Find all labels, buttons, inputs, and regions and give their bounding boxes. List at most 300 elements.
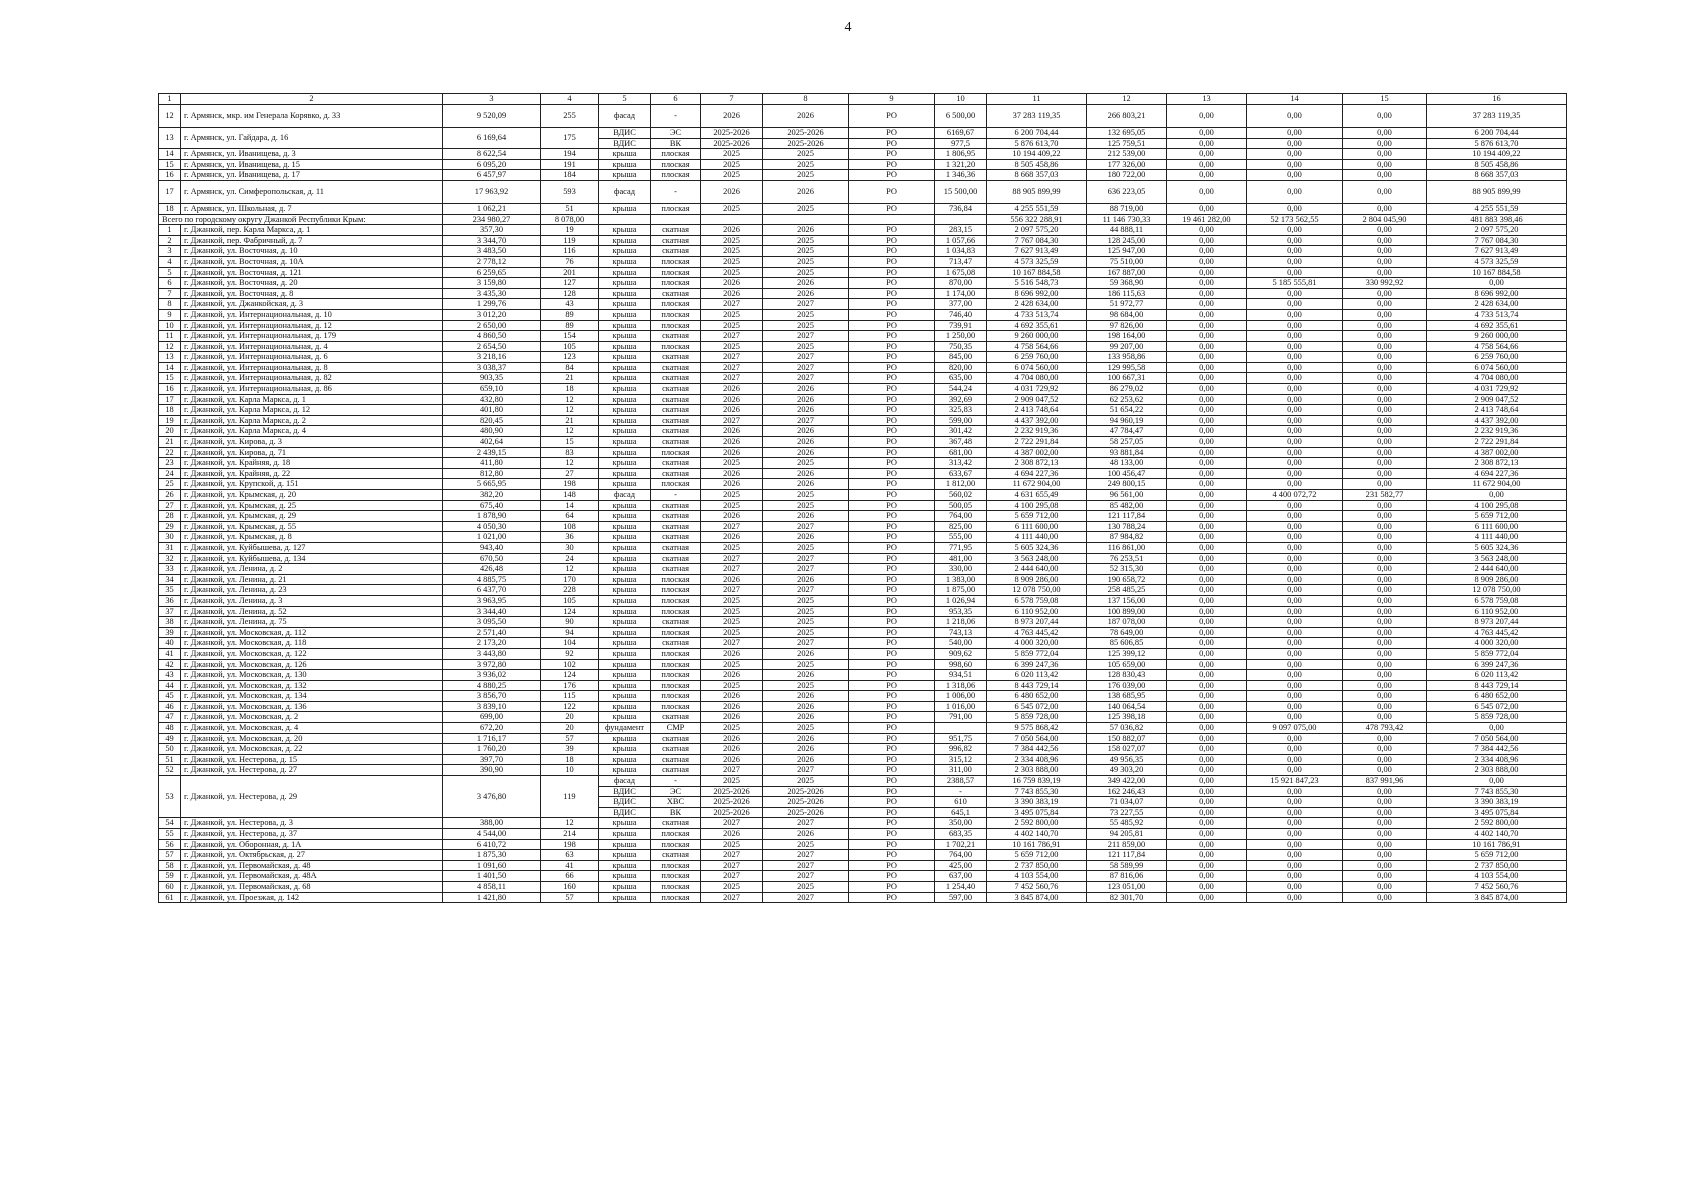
cell-address: г. Армянск, ул. Иванищева, д. 3 <box>181 149 443 160</box>
cell-operator: РО <box>849 267 935 278</box>
cell-year-start: 2027 <box>701 860 763 871</box>
cell-volume: 350,00 <box>935 818 987 829</box>
cell-row-number: 2 <box>159 235 181 246</box>
cell-cost-total: 5 859 772,04 <box>987 648 1087 659</box>
cell-cost-col12: 116 861,00 <box>1087 542 1167 553</box>
cell-area: 4 050,30 <box>443 521 541 532</box>
header-cell: 8 <box>763 94 849 105</box>
cell-cost-col15: 0,00 <box>1343 564 1427 575</box>
cell-subtype: ЭС <box>651 786 701 797</box>
cell-cost-col16: 6 111 600,00 <box>1427 521 1567 532</box>
cell-cost-col12: 129 995,58 <box>1087 362 1167 373</box>
cell-residents: 170 <box>541 574 599 585</box>
cell-cost-col14: 0,00 <box>1247 553 1343 564</box>
cell-cost-col15: 0,00 <box>1343 659 1427 670</box>
table-row <box>159 437 1567 448</box>
cell-operator: РО <box>849 521 935 532</box>
table-row <box>159 246 1567 257</box>
cell-row-number: 16 <box>159 384 181 395</box>
cell-cost-col14: 0,00 <box>1247 564 1343 575</box>
cell-cost-col13: 0,00 <box>1167 532 1247 543</box>
cell-row-number: 13 <box>159 128 181 149</box>
cell-residents: 10 <box>541 765 599 776</box>
cell-cost-col16: 5 859 772,04 <box>1427 648 1567 659</box>
table-row <box>159 426 1567 437</box>
cell-address: г. Джанкой, ул. Московская, д. 132 <box>181 680 443 691</box>
cell-cost-col14: 0,00 <box>1247 437 1343 448</box>
cell-operator: РО <box>849 500 935 511</box>
cell-subtype: плоская <box>651 447 701 458</box>
cell-address: г. Джанкой, ул. Крымская, д. 25 <box>181 500 443 511</box>
cell-row-number: 44 <box>159 680 181 691</box>
cell-cost-total: 4 692 355,61 <box>987 320 1087 331</box>
cell-cost-total: 2 737 850,00 <box>987 860 1087 871</box>
cell-volume: 633,67 <box>935 468 987 479</box>
cell-year-start: 2027 <box>701 850 763 861</box>
cell-row-number: 55 <box>159 829 181 840</box>
table-row <box>159 723 1567 734</box>
cell-element: крыша <box>599 170 651 181</box>
cell-element: крыша <box>599 829 651 840</box>
cell-cost-col15: 0,00 <box>1343 532 1427 543</box>
cell-year-end: 2026 <box>763 447 849 458</box>
table-row <box>159 288 1567 299</box>
cell-row-number: 56 <box>159 839 181 850</box>
cell-cost-col13: 0,00 <box>1167 362 1247 373</box>
cell-year-end: 2026 <box>763 479 849 490</box>
cell-operator: РО <box>849 564 935 575</box>
cell-element: крыша <box>599 850 651 861</box>
cell-cost-col12: 349 422,00 <box>1087 776 1167 787</box>
cell-year-start: 2025 <box>701 267 763 278</box>
cell-year-end: 2027 <box>763 564 849 575</box>
cell-area: 357,30 <box>443 225 541 236</box>
cell-cost-col13: 0,00 <box>1167 765 1247 776</box>
cell-element: крыша <box>599 733 651 744</box>
cell-address: г. Джанкой, ул. Московская, д. 112 <box>181 627 443 638</box>
cell-cost-col12: 140 064,54 <box>1087 701 1167 712</box>
cell-cost-total: 2 909 047,52 <box>987 394 1087 405</box>
cell-operator: РО <box>849 479 935 490</box>
table-row <box>159 776 1567 787</box>
cell-volume: 1 318,06 <box>935 680 987 691</box>
table-row <box>159 468 1567 479</box>
cell-year-end: 2025 <box>763 267 849 278</box>
cell-cost-col12: 133 958,86 <box>1087 352 1167 363</box>
cell-row-number: 20 <box>159 426 181 437</box>
cell-residents: 160 <box>541 881 599 892</box>
cell-cost-col16: 4 437 392,00 <box>1427 415 1567 426</box>
cell-year-start: 2026 <box>701 691 763 702</box>
cell-cost-col15: 0,00 <box>1343 574 1427 585</box>
cell-year-start: 2027 <box>701 299 763 310</box>
cell-area: 3 963,95 <box>443 595 541 606</box>
table-row <box>159 405 1567 416</box>
cell-cost-total: 11 672 904,00 <box>987 479 1087 490</box>
cell-row-number: 49 <box>159 733 181 744</box>
cell-cost-col16: 5 876 613,70 <box>1427 138 1567 149</box>
cell-year-end: 2025 <box>763 458 849 469</box>
cell-volume: 1 218,06 <box>935 617 987 628</box>
cell-residents: 119 <box>541 776 599 818</box>
cell-cost-col15: 0,00 <box>1343 701 1427 712</box>
cell-volume: 746,40 <box>935 309 987 320</box>
cell-year-end: 2025 <box>763 149 849 160</box>
cell-cost-col14: 0,00 <box>1247 807 1343 818</box>
cell-cost-col14: 0,00 <box>1247 871 1343 882</box>
cell-area: 4 544,00 <box>443 829 541 840</box>
cell-cost-col15: 0,00 <box>1343 246 1427 257</box>
cell-volume: 845,00 <box>935 352 987 363</box>
cell-year-start: 2025 <box>701 680 763 691</box>
cell-area: 480,90 <box>443 426 541 437</box>
cell-cost-col14: 0,00 <box>1247 595 1343 606</box>
cell-cost-col16: 8 973 207,44 <box>1427 617 1567 628</box>
cell-element: крыша <box>599 585 651 596</box>
cell-cost-col12: 93 881,84 <box>1087 447 1167 458</box>
table-row <box>159 384 1567 395</box>
cell-volume: 392,69 <box>935 394 987 405</box>
table-row <box>159 479 1567 490</box>
cell-element: крыша <box>599 670 651 681</box>
cell-cost-total: 2 303 888,00 <box>987 765 1087 776</box>
cell-cost-col14: 0,00 <box>1247 712 1343 723</box>
cell-operator: РО <box>849 839 935 850</box>
total-cell: 8 078,00 <box>541 214 599 225</box>
cell-cost-col15: 0,00 <box>1343 606 1427 617</box>
cell-cost-col15: 0,00 <box>1343 638 1427 649</box>
cell-operator: РО <box>849 341 935 352</box>
cell-address: г. Джанкой, ул. Карла Маркса, д. 12 <box>181 405 443 416</box>
cell-area: 3 839,10 <box>443 701 541 712</box>
cell-row-number: 41 <box>159 648 181 659</box>
cell-residents: 39 <box>541 744 599 755</box>
cell-area: 6 437,70 <box>443 585 541 596</box>
cell-cost-col13: 0,00 <box>1167 754 1247 765</box>
cell-cost-col14: 5 185 555,81 <box>1247 278 1343 289</box>
cell-subtype: скатная <box>651 246 701 257</box>
cell-element: крыша <box>599 542 651 553</box>
cell-address: г. Джанкой, ул. Крымская, д. 29 <box>181 511 443 522</box>
cell-row-number: 57 <box>159 850 181 861</box>
cell-cost-total: 4 255 551,59 <box>987 203 1087 214</box>
cell-cost-col16: 4 733 513,74 <box>1427 309 1567 320</box>
cell-address: г. Джанкой, ул. Куйбышева, д. 127 <box>181 542 443 553</box>
cell-row-number: 17 <box>159 180 181 203</box>
cell-cost-col16: 2 737 850,00 <box>1427 860 1567 871</box>
cell-subtype: скатная <box>651 617 701 628</box>
cell-subtype: скатная <box>651 818 701 829</box>
cell-year-start: 2026 <box>701 225 763 236</box>
cell-area: 659,10 <box>443 384 541 395</box>
cell-address: г. Джанкой, ул. Нестерова, д. 27 <box>181 765 443 776</box>
cell-subtype: ВК <box>651 138 701 149</box>
cell-operator: РО <box>849 256 935 267</box>
cell-cost-col15: 330 992,92 <box>1343 278 1427 289</box>
cell-row-number: 34 <box>159 574 181 585</box>
cell-address: г. Джанкой, ул. Московская, д. 4 <box>181 723 443 734</box>
cell-cost-total: 2 308 872,13 <box>987 458 1087 469</box>
cell-cost-col14: 9 097 075,00 <box>1247 723 1343 734</box>
cell-year-start: 2026 <box>701 288 763 299</box>
cell-address: г. Джанкой, ул. Ленина, д. 52 <box>181 606 443 617</box>
cell-cost-col15: 0,00 <box>1343 447 1427 458</box>
cell-address: г. Джанкой, ул. Интернациональная, д. 8 <box>181 362 443 373</box>
table-row <box>159 341 1567 352</box>
cell-address: г. Армянск, ул. Школьная, д. 7 <box>181 203 443 214</box>
cell-year-end: 2025-2026 <box>763 128 849 139</box>
table-row <box>159 521 1567 532</box>
cell-year-start: 2025 <box>701 149 763 160</box>
cell-address: г. Джанкой, ул. Кирова, д. 3 <box>181 437 443 448</box>
cell-address: г. Джанкой, ул. Восточная, д. 20 <box>181 278 443 289</box>
cell-year-end: 2026 <box>763 574 849 585</box>
cell-year-start: 2025 <box>701 617 763 628</box>
cell-residents: 90 <box>541 617 599 628</box>
cell-address: г. Джанкой, ул. Интернациональная, д. 12 <box>181 320 443 331</box>
cell-cost-total: 8 668 357,03 <box>987 170 1087 181</box>
cell-element: крыша <box>599 680 651 691</box>
cell-operator: РО <box>849 850 935 861</box>
cell-address: г. Джанкой, ул. Московская, д. 136 <box>181 701 443 712</box>
cell-cost-col14: 0,00 <box>1247 754 1343 765</box>
cell-cost-col12: 86 279,02 <box>1087 384 1167 395</box>
cell-cost-col16: 8 443 729,14 <box>1427 680 1567 691</box>
cell-row-number: 10 <box>159 320 181 331</box>
cell-area: 1 760,20 <box>443 744 541 755</box>
table-row <box>159 617 1567 628</box>
cell-year-start: 2026 <box>701 829 763 840</box>
cell-cost-col15: 0,00 <box>1343 617 1427 628</box>
cell-area: 1 091,60 <box>443 860 541 871</box>
cell-cost-col12: 87 984,82 <box>1087 532 1167 543</box>
cell-row-number: 7 <box>159 288 181 299</box>
cell-volume: 739,91 <box>935 320 987 331</box>
cell-year-end: 2027 <box>763 892 849 903</box>
cell-cost-col15: 0,00 <box>1343 733 1427 744</box>
cell-subtype: плоская <box>651 829 701 840</box>
cell-area: 1 421,80 <box>443 892 541 903</box>
cell-cost-col14: 0,00 <box>1247 447 1343 458</box>
cell-volume: 1 675,08 <box>935 267 987 278</box>
header-cell: 7 <box>701 94 763 105</box>
cell-year-start: 2026 <box>701 670 763 681</box>
table-row <box>159 128 1567 139</box>
cell-cost-col16: 3 390 383,19 <box>1427 797 1567 808</box>
cell-area: 8 622,54 <box>443 149 541 160</box>
cell-cost-col12: 212 539,00 <box>1087 149 1167 160</box>
cell-element: крыша <box>599 149 651 160</box>
cell-cost-col15: 0,00 <box>1343 511 1427 522</box>
cell-address: г. Джанкой, ул. Восточная, д. 10 <box>181 246 443 257</box>
cell-year-end: 2026 <box>763 754 849 765</box>
cell-cost-col12: 211 859,00 <box>1087 839 1167 850</box>
cell-cost-col13: 0,00 <box>1167 203 1247 214</box>
cell-operator: РО <box>849 659 935 670</box>
cell-residents: 41 <box>541 860 599 871</box>
cell-row-number: 45 <box>159 691 181 702</box>
cell-area: 6 095,20 <box>443 159 541 170</box>
cell-year-end: 2025 <box>763 723 849 734</box>
cell-volume: 311,00 <box>935 765 987 776</box>
table-row <box>159 553 1567 564</box>
cell-cost-col14: 0,00 <box>1247 829 1343 840</box>
cell-cost-col16: 6 074 560,00 <box>1427 362 1567 373</box>
cell-operator: РО <box>849 595 935 606</box>
cell-volume: 1 346,36 <box>935 170 987 181</box>
cell-cost-total: 8 443 729,14 <box>987 680 1087 691</box>
cell-cost-col16: 3 563 248,00 <box>1427 553 1567 564</box>
cell-cost-total: 4 733 513,74 <box>987 309 1087 320</box>
cell-cost-col16: 6 480 652,00 <box>1427 691 1567 702</box>
cell-operator: РО <box>849 352 935 363</box>
table-row <box>159 415 1567 426</box>
header-cell: 13 <box>1167 94 1247 105</box>
cell-cost-col15: 0,00 <box>1343 362 1427 373</box>
cell-volume: 635,00 <box>935 373 987 384</box>
cell-cost-total: 2 592 800,00 <box>987 818 1087 829</box>
cell-cost-col14: 15 921 847,23 <box>1247 776 1343 787</box>
cell-year-end: 2025 <box>763 500 849 511</box>
cell-operator: РО <box>849 331 935 342</box>
cell-cost-col12: 258 485,25 <box>1087 585 1167 596</box>
cell-row-number: 12 <box>159 105 181 128</box>
cell-cost-col13: 0,00 <box>1167 860 1247 871</box>
table-row <box>159 881 1567 892</box>
cell-cost-total: 37 283 119,35 <box>987 105 1087 128</box>
table-row <box>159 299 1567 310</box>
cell-subtype: плоская <box>651 320 701 331</box>
cell-year-start: 2025-2026 <box>701 138 763 149</box>
cell-element: крыша <box>599 659 651 670</box>
cell-cost-col15: 0,00 <box>1343 138 1427 149</box>
cell-cost-col16: 8 505 458,86 <box>1427 159 1567 170</box>
cell-element: крыша <box>599 860 651 871</box>
cell-address: г. Джанкой, ул. Московская, д. 122 <box>181 648 443 659</box>
cell-year-end: 2025 <box>763 776 849 787</box>
cell-cost-col13: 0,00 <box>1167 818 1247 829</box>
cell-row-number: 40 <box>159 638 181 649</box>
cell-cost-col15: 0,00 <box>1343 415 1427 426</box>
cell-operator: РО <box>849 691 935 702</box>
cell-cost-col16: 7 767 084,30 <box>1427 235 1567 246</box>
cell-volume: 743,13 <box>935 627 987 638</box>
cell-operator: РО <box>849 299 935 310</box>
cell-cost-col13: 0,00 <box>1167 225 1247 236</box>
cell-area: 1 299,76 <box>443 299 541 310</box>
cell-volume: 1 016,00 <box>935 701 987 712</box>
cell-year-start: 2026 <box>701 180 763 203</box>
cell-cost-col12: 100 667,31 <box>1087 373 1167 384</box>
table-row <box>159 320 1567 331</box>
cell-cost-col14: 0,00 <box>1247 246 1343 257</box>
cell-cost-col16: 2 334 408,96 <box>1427 754 1567 765</box>
header-cell: 1 <box>159 94 181 105</box>
cell-element: крыша <box>599 532 651 543</box>
cell-element: крыша <box>599 447 651 458</box>
cell-area: 672,20 <box>443 723 541 734</box>
cell-area: 3 344,40 <box>443 606 541 617</box>
cell-row-number: 9 <box>159 309 181 320</box>
register-table-body <box>159 94 1567 903</box>
cell-operator: РО <box>849 373 935 384</box>
cell-row-number: 48 <box>159 723 181 734</box>
cell-cost-col13: 0,00 <box>1167 341 1247 352</box>
cell-cost-col14: 0,00 <box>1247 149 1343 160</box>
cell-element: крыша <box>599 553 651 564</box>
cell-cost-col15: 0,00 <box>1343 394 1427 405</box>
cell-subtype: плоская <box>651 691 701 702</box>
cell-cost-col14: 0,00 <box>1247 648 1343 659</box>
cell-area: 6 457,97 <box>443 170 541 181</box>
cell-cost-total: 3 495 075,84 <box>987 807 1087 818</box>
cell-cost-col13: 0,00 <box>1167 659 1247 670</box>
cell-cost-total: 2 444 640,00 <box>987 564 1087 575</box>
cell-area: 1 401,50 <box>443 871 541 882</box>
cell-cost-col13: 0,00 <box>1167 426 1247 437</box>
cell-element: крыша <box>599 437 651 448</box>
cell-volume: 951,75 <box>935 733 987 744</box>
cell-area: 1 021,00 <box>443 532 541 543</box>
cell-year-start: 2026 <box>701 712 763 723</box>
cell-cost-col14: 0,00 <box>1247 105 1343 128</box>
cell-residents: 84 <box>541 362 599 373</box>
cell-year-end: 2025-2026 <box>763 807 849 818</box>
cell-residents: 21 <box>541 415 599 426</box>
cell-cost-col15: 0,00 <box>1343 754 1427 765</box>
cell-year-end: 2027 <box>763 373 849 384</box>
cell-year-end: 2026 <box>763 532 849 543</box>
cell-cost-col13: 0,00 <box>1167 733 1247 744</box>
cell-area: 1 062,21 <box>443 203 541 214</box>
cell-element: фасад <box>599 180 651 203</box>
cell-cost-col15: 0,00 <box>1343 797 1427 808</box>
cell-volume: 540,00 <box>935 638 987 649</box>
cell-cost-col12: 58 257,05 <box>1087 437 1167 448</box>
cell-residents: 119 <box>541 235 599 246</box>
cell-row-number: 25 <box>159 479 181 490</box>
cell-cost-col15: 0,00 <box>1343 542 1427 553</box>
table-row <box>159 765 1567 776</box>
cell-cost-col13: 0,00 <box>1167 574 1247 585</box>
cell-volume: 750,35 <box>935 341 987 352</box>
cell-area: 3 218,16 <box>443 352 541 363</box>
cell-area: 2 778,12 <box>443 256 541 267</box>
cell-subtype: плоская <box>651 881 701 892</box>
cell-operator: РО <box>849 638 935 649</box>
cell-cost-col12: 78 649,00 <box>1087 627 1167 638</box>
cell-cost-col15: 0,00 <box>1343 149 1427 160</box>
table-row <box>159 733 1567 744</box>
cell-year-end: 2027 <box>763 871 849 882</box>
cell-cost-col15: 0,00 <box>1343 818 1427 829</box>
cell-volume: 325,83 <box>935 405 987 416</box>
cell-element: ВДИС <box>599 138 651 149</box>
cell-address: г. Джанкой, ул. Восточная, д. 121 <box>181 267 443 278</box>
cell-year-end: 2026 <box>763 468 849 479</box>
cell-residents: 24 <box>541 553 599 564</box>
cell-residents: 89 <box>541 320 599 331</box>
cell-cost-col15: 0,00 <box>1343 670 1427 681</box>
cell-year-start: 2026 <box>701 278 763 289</box>
cell-cost-total: 2 097 575,20 <box>987 225 1087 236</box>
cell-subtype: скатная <box>651 458 701 469</box>
cell-cost-total: 6 480 652,00 <box>987 691 1087 702</box>
cell-element: крыша <box>599 638 651 649</box>
cell-cost-col16: 4 573 325,59 <box>1427 256 1567 267</box>
table-row <box>159 585 1567 596</box>
cell-area: 2 173,20 <box>443 638 541 649</box>
